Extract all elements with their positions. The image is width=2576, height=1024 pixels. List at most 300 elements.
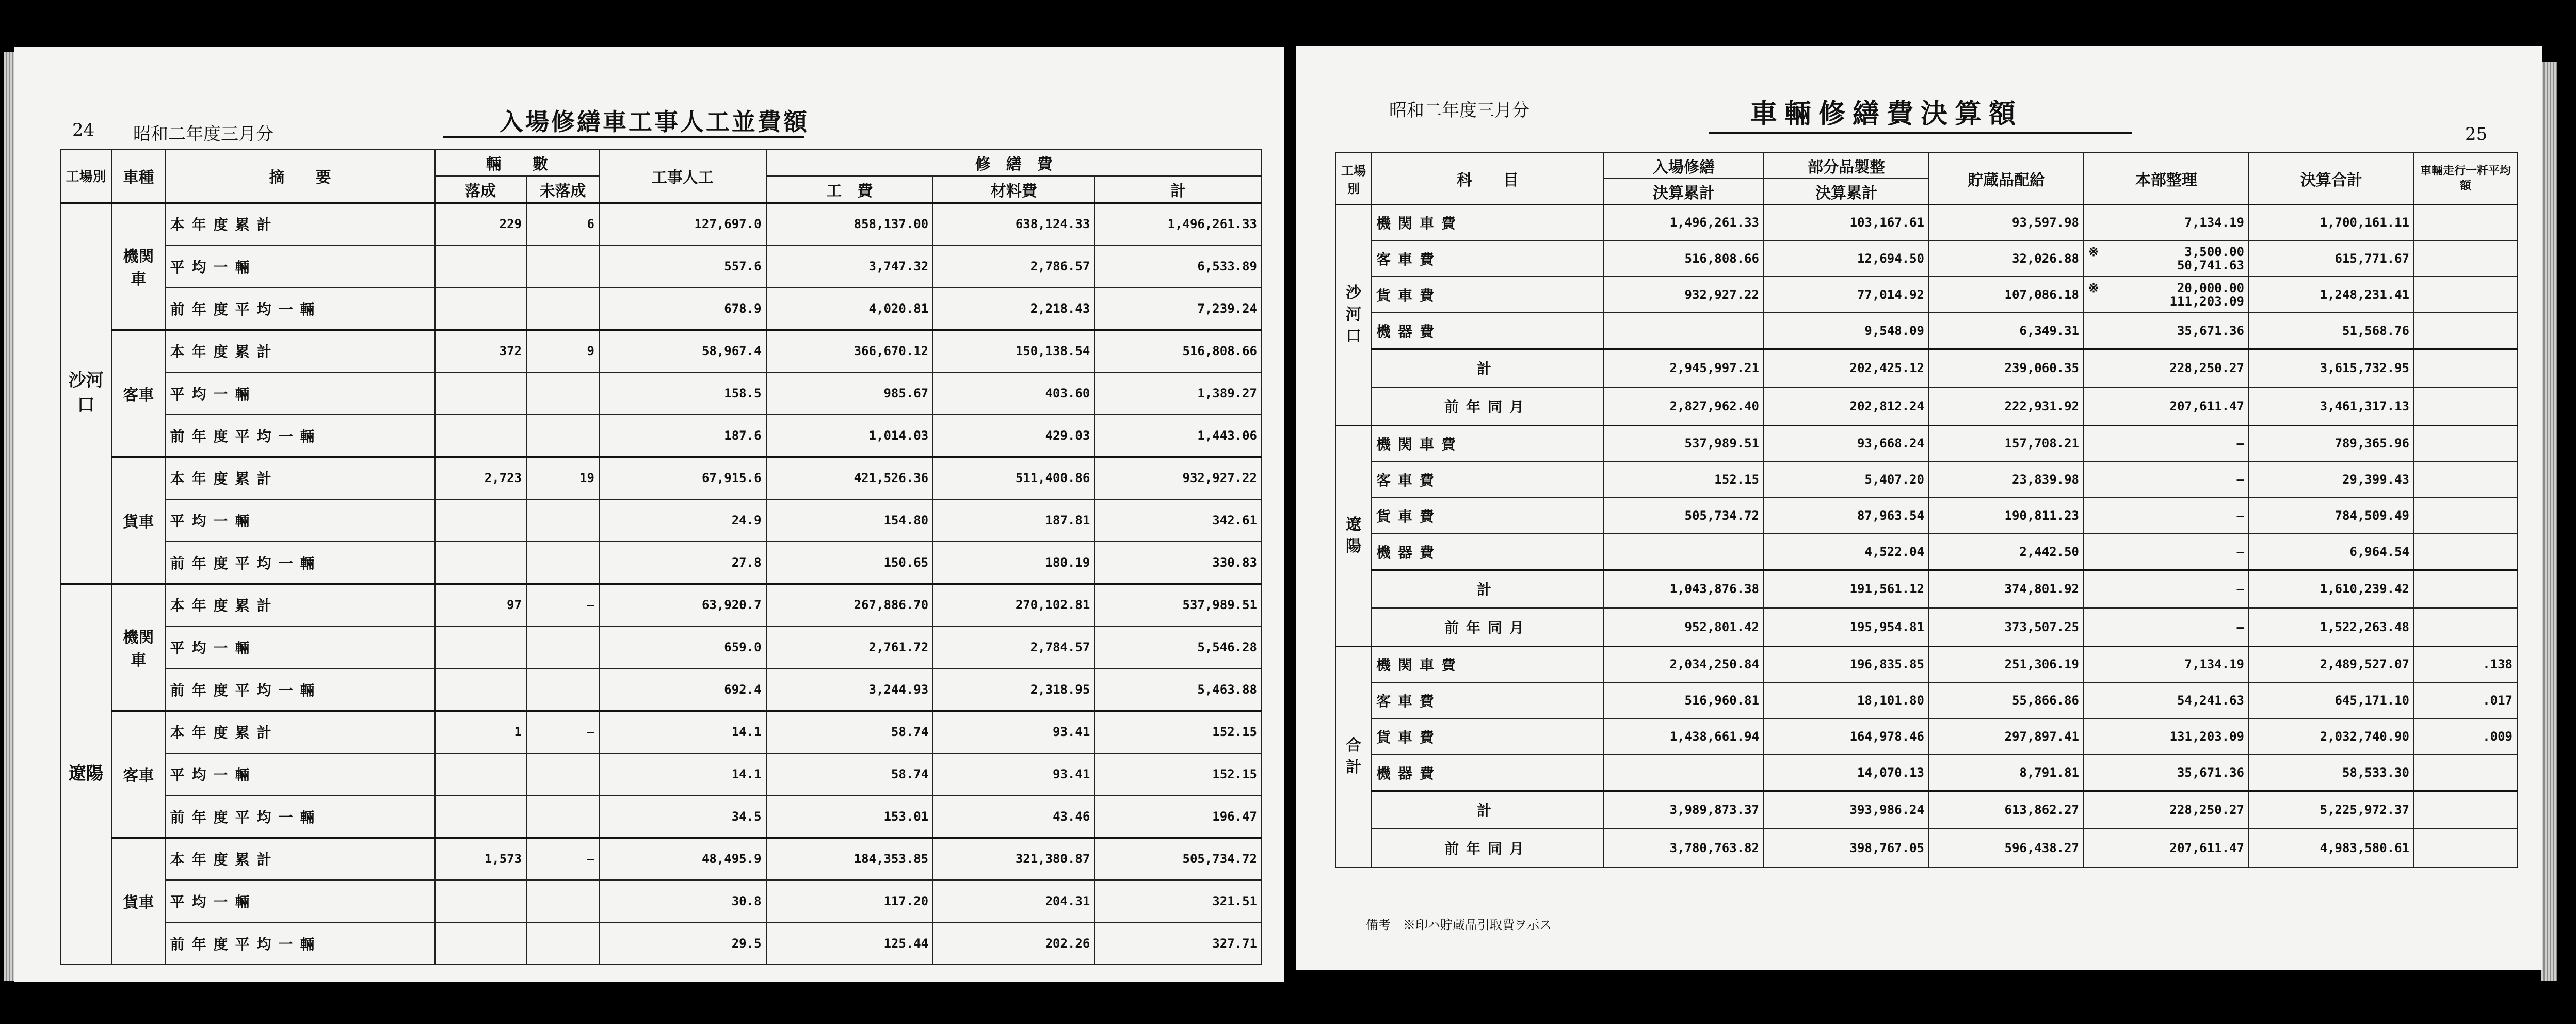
item-cell: 計 [1372, 791, 1604, 829]
settle-total-cell: 784,509.49 [2249, 498, 2414, 534]
parts-cell: 398,767.05 [1764, 829, 1929, 867]
hq-cell [2084, 829, 2249, 867]
total-cost-cell: 330.83 [1094, 541, 1262, 584]
settle-total-cell: 1,248,231.41 [2249, 277, 2414, 313]
done-count-cell [435, 880, 526, 922]
table-row [1335, 313, 2517, 349]
undone-count-cell [526, 626, 599, 668]
labor-cost-cell: 58.74 [766, 753, 933, 795]
factory-label: 沙河口 [1335, 204, 1372, 425]
right-header-hq: 本部整理 [2084, 153, 2249, 204]
right-page-number: 25 [2465, 124, 2488, 145]
settle-total-cell: 3,461,317.13 [2249, 387, 2414, 425]
left-header-labor: 工事人工 [599, 149, 766, 203]
labor-cell: 127,697.0 [599, 203, 766, 245]
settle-total-cell: 4,983,580.61 [2249, 829, 2414, 867]
item-cell: 貨車費 [1372, 277, 1604, 313]
left-title: 入場修繕車工事人工並費額 [500, 108, 809, 136]
labor-cell: 24.9 [599, 499, 766, 541]
labor-cell: 30.8 [599, 880, 766, 922]
hq-cell [2084, 498, 2249, 534]
table-row [60, 626, 1262, 668]
settle-total-cell: 3,615,732.95 [2249, 349, 2414, 387]
labor-cost-cell: 58.74 [766, 711, 933, 753]
done-count-cell [435, 245, 526, 287]
settle-total-cell: 2,489,527.07 [2249, 646, 2414, 682]
repair-cell: 2,827,962.40 [1604, 387, 1764, 425]
table-row [60, 795, 1262, 838]
table-row [60, 541, 1262, 584]
parts-cell: 164,978.46 [1764, 718, 1929, 755]
table-row [1335, 425, 2517, 461]
hq-cell [2084, 718, 2249, 755]
summary-cell: 平均一輛 [166, 245, 435, 287]
summary-cell: 本年度累計 [166, 330, 435, 372]
table-row [1335, 204, 2517, 241]
table-row [1335, 534, 2517, 570]
item-cell: 貨車費 [1372, 718, 1604, 755]
per-km-cell [2414, 241, 2517, 277]
hq-cell [2084, 755, 2249, 791]
parts-cell: 195,954.81 [1764, 608, 1929, 646]
stores-cell: 251,306.19 [1929, 646, 2084, 682]
hq-value: — [2236, 619, 2244, 634]
done-count-cell [435, 414, 526, 457]
total-cost-cell: 537,989.51 [1094, 584, 1262, 626]
summary-cell: 本年度累計 [166, 203, 435, 245]
per-km-cell [2414, 387, 2517, 425]
table-row [1335, 241, 2517, 277]
material-cost-cell: 2,784.57 [933, 626, 1094, 668]
table-row [60, 287, 1262, 330]
table-row [1335, 829, 2517, 867]
total-cost-cell: 5,463.88 [1094, 668, 1262, 711]
summary-cell: 本年度累計 [166, 457, 435, 499]
mark-symbol: ※ [2088, 244, 2099, 259]
parts-cell: 14,070.13 [1764, 755, 1929, 791]
done-count-cell: 97 [435, 584, 526, 626]
hq-cell [2084, 241, 2249, 277]
summary-cell: 前年度平均一輛 [166, 922, 435, 965]
done-count-cell [435, 287, 526, 330]
stores-cell: 190,811.23 [1929, 498, 2084, 534]
table-row [60, 499, 1262, 541]
stores-cell: 374,801.92 [1929, 570, 2084, 608]
settle-total-cell: 6,964.54 [2249, 534, 2414, 570]
material-cost-cell: 204.31 [933, 880, 1094, 922]
hq-value: 7,134.19 [2184, 657, 2244, 672]
table-row [1335, 718, 2517, 755]
left-header-summary: 摘 要 [166, 149, 435, 203]
left-header-factory: 工場別 [60, 149, 111, 203]
factory-label: 合計 [1335, 646, 1372, 867]
labor-cost-cell: 858,137.00 [766, 203, 933, 245]
material-cost-cell: 43.46 [933, 795, 1094, 838]
labor-cost-cell: 3,747.32 [766, 245, 933, 287]
total-cost-cell: 196.47 [1094, 795, 1262, 838]
table-row [1335, 570, 2517, 608]
done-count-cell [435, 372, 526, 414]
summary-cell: 本年度累計 [166, 711, 435, 753]
settle-total-cell: 2,032,740.90 [2249, 718, 2414, 755]
repair-cell: 505,734.72 [1604, 498, 1764, 534]
parts-cell: 12,694.50 [1764, 241, 1929, 277]
right-header-repair-cum: 決算累計 [1604, 179, 1764, 204]
done-count-cell [435, 626, 526, 668]
repair-cell: 2,945,997.21 [1604, 349, 1764, 387]
stores-cell: 8,791.81 [1929, 755, 2084, 791]
summary-cell: 本年度累計 [166, 838, 435, 880]
parts-cell: 77,014.92 [1764, 277, 1929, 313]
repair-cell: 152.15 [1604, 461, 1764, 498]
left-page-number: 24 [72, 120, 95, 140]
repair-cell: 1,496,261.33 [1604, 204, 1764, 241]
stores-cell: 6,349.31 [1929, 313, 2084, 349]
right-period: 昭和二年度三月分 [1389, 100, 1530, 121]
table-row [1335, 791, 2517, 829]
summary-cell: 前年度平均一輛 [166, 287, 435, 330]
right-header-parts: 部分品製整 [1764, 153, 1929, 179]
hq-value: — [2236, 472, 2244, 487]
repair-cell: 3,780,763.82 [1604, 829, 1764, 867]
labor-cost-cell: 154.80 [766, 499, 933, 541]
total-cost-cell: 327.71 [1094, 922, 1262, 965]
total-cost-cell: 6,533.89 [1094, 245, 1262, 287]
labor-cost-cell: 985.67 [766, 372, 933, 414]
settle-total-cell: 615,771.67 [2249, 241, 2414, 277]
settle-total-cell: 1,700,161.11 [2249, 204, 2414, 241]
undone-count-cell [526, 880, 599, 922]
labor-cell: 158.5 [599, 372, 766, 414]
labor-cost-cell: 153.01 [766, 795, 933, 838]
hq-value: 228,250.27 [2169, 803, 2244, 818]
table-row [60, 457, 1262, 499]
repair-cell [1604, 313, 1764, 349]
stores-cell: 107,086.18 [1929, 277, 2084, 313]
done-count-cell: 372 [435, 330, 526, 372]
left-header-material: 材料費 [933, 176, 1094, 203]
settle-total-cell: 1,610,239.42 [2249, 570, 2414, 608]
summary-cell: 前年度平均一輛 [166, 541, 435, 584]
material-cost-cell: 403.60 [933, 372, 1094, 414]
total-cost-cell: 1,443.06 [1094, 414, 1262, 457]
summary-cell: 平均一輛 [166, 372, 435, 414]
item-cell: 貨車費 [1372, 498, 1604, 534]
labor-cell: 29.5 [599, 922, 766, 965]
factory-label: 沙河口 [60, 203, 111, 584]
labor-cost-cell: 125.44 [766, 922, 933, 965]
per-km-cell [2414, 755, 2517, 791]
labor-cost-cell: 184,353.85 [766, 838, 933, 880]
right-title-rule [1709, 132, 2132, 134]
left-page [14, 47, 1284, 982]
hq-value: 35,671.36 [2177, 765, 2244, 780]
hq-value: — [2236, 582, 2244, 597]
per-km-cell: .138 [2414, 646, 2517, 682]
total-cost-cell: 152.15 [1094, 753, 1262, 795]
per-km-cell [2414, 349, 2517, 387]
labor-cell: 659.0 [599, 626, 766, 668]
car-type-label: 貨車 [111, 838, 165, 965]
table-row [60, 753, 1262, 795]
hq-cell [2084, 313, 2249, 349]
table-row [1335, 461, 2517, 498]
stores-cell: 93,597.98 [1929, 204, 2084, 241]
repair-cell: 952,801.42 [1604, 608, 1764, 646]
right-header-repair: 入場修繕 [1604, 153, 1764, 179]
right-header-settle-total: 決算合計 [2249, 153, 2414, 204]
hq-cell [2084, 534, 2249, 570]
labor-cell: 678.9 [599, 287, 766, 330]
settle-total-cell: 1,522,263.48 [2249, 608, 2414, 646]
material-cost-cell: 187.81 [933, 499, 1094, 541]
done-count-cell: 229 [435, 203, 526, 245]
table-row [60, 203, 1262, 245]
item-cell: 客車費 [1372, 682, 1604, 718]
table-row [60, 838, 1262, 880]
total-cost-cell: 516,808.66 [1094, 330, 1262, 372]
car-type-label: 客車 [111, 330, 165, 457]
car-type-label: 貨車 [111, 457, 165, 584]
summary-cell: 平均一輛 [166, 880, 435, 922]
labor-cell: 14.1 [599, 711, 766, 753]
table-row [60, 584, 1262, 626]
labor-cell: 63,920.7 [599, 584, 766, 626]
undone-count-cell [526, 372, 599, 414]
stores-cell: 222,931.92 [1929, 387, 2084, 425]
total-cost-cell: 321.51 [1094, 880, 1262, 922]
settle-total-cell: 645,171.10 [2249, 682, 2414, 718]
undone-count-cell: 6 [526, 203, 599, 245]
total-cost-cell: 342.61 [1094, 499, 1262, 541]
done-count-cell [435, 499, 526, 541]
item-cell: 前年同月 [1372, 387, 1604, 425]
per-km-cell: .009 [2414, 718, 2517, 755]
right-page [1296, 46, 2542, 970]
parts-cell: 5,407.20 [1764, 461, 1929, 498]
table-row [60, 245, 1262, 287]
stores-cell: 2,442.50 [1929, 534, 2084, 570]
material-cost-cell: 2,218.43 [933, 287, 1094, 330]
table-row [60, 330, 1262, 372]
hq-cell [2084, 646, 2249, 682]
item-cell: 前年同月 [1372, 829, 1604, 867]
parts-cell: 202,812.24 [1764, 387, 1929, 425]
labor-cost-cell: 150.65 [766, 541, 933, 584]
labor-cost-cell: 3,244.93 [766, 668, 933, 711]
undone-count-cell [526, 245, 599, 287]
summary-cell: 前年度平均一輛 [166, 668, 435, 711]
per-km-cell [2414, 791, 2517, 829]
undone-count-cell [526, 287, 599, 330]
stores-cell: 239,060.35 [1929, 349, 2084, 387]
hq-value: 20,000.00 111,203.09 [2169, 280, 2244, 309]
repair-cell: 932,927.22 [1604, 277, 1764, 313]
table-row [60, 922, 1262, 965]
right-header-per-km: 車輛走行一粁平均額 [2414, 153, 2517, 204]
right-note: 備考 ※印ハ貯蔵品引取費ヲ示ス [1366, 918, 1552, 932]
summary-cell: 前年度平均一輛 [166, 414, 435, 457]
hq-cell [2084, 461, 2249, 498]
stores-cell: 32,026.88 [1929, 241, 2084, 277]
done-count-cell: 2,723 [435, 457, 526, 499]
stores-cell: 373,507.25 [1929, 608, 2084, 646]
factory-label: 遼陽 [60, 584, 111, 965]
done-count-cell: 1,573 [435, 838, 526, 880]
repair-cell: 516,960.81 [1604, 682, 1764, 718]
labor-cost-cell: 2,761.72 [766, 626, 933, 668]
item-cell: 計 [1372, 349, 1604, 387]
left-book-edge [4, 52, 15, 981]
total-cost-cell: 1,389.27 [1094, 372, 1262, 414]
settle-total-cell: 58,533.30 [2249, 755, 2414, 791]
table-row [60, 711, 1262, 753]
hq-cell [2084, 608, 2249, 646]
hq-value: 207,611.47 [2169, 840, 2244, 855]
hq-cell [2084, 682, 2249, 718]
left-header-car-type: 車種 [111, 149, 165, 203]
table-row [60, 668, 1262, 711]
labor-cell: 14.1 [599, 753, 766, 795]
hq-cell [2084, 570, 2249, 608]
hq-value: 35,671.36 [2177, 323, 2244, 338]
settle-total-cell: 789,365.96 [2249, 425, 2414, 461]
labor-cell: 27.8 [599, 541, 766, 584]
material-cost-cell: 180.19 [933, 541, 1094, 584]
labor-cell: 34.5 [599, 795, 766, 838]
total-cost-cell: 152.15 [1094, 711, 1262, 753]
labor-cost-cell: 366,670.12 [766, 330, 933, 372]
item-cell: 機関車費 [1372, 425, 1604, 461]
settle-total-cell: 5,225,972.37 [2249, 791, 2414, 829]
material-cost-cell: 638,124.33 [933, 203, 1094, 245]
table-row [1335, 277, 2517, 313]
hq-value: — [2236, 508, 2244, 523]
settle-total-cell: 51,568.76 [2249, 313, 2414, 349]
right-title: 車輛修繕費決算額 [1750, 98, 2023, 130]
undone-count-cell [526, 499, 599, 541]
table-row [1335, 608, 2517, 646]
table-row [1335, 755, 2517, 791]
repair-cell: 3,989,873.37 [1604, 791, 1764, 829]
stores-cell: 157,708.21 [1929, 425, 2084, 461]
table-row [1335, 682, 2517, 718]
hq-value: 131,203.09 [2169, 729, 2244, 744]
parts-cell: 87,963.54 [1764, 498, 1929, 534]
total-cost-cell: 932,927.22 [1094, 457, 1262, 499]
right-header-factory: 工場別 [1335, 153, 1372, 204]
undone-count-cell: — [526, 584, 599, 626]
undone-count-cell: — [526, 838, 599, 880]
labor-cost-cell: 421,526.36 [766, 457, 933, 499]
table-row [1335, 646, 2517, 682]
undone-count-cell: — [526, 711, 599, 753]
right-book-edge [2541, 62, 2557, 981]
undone-count-cell: 9 [526, 330, 599, 372]
parts-cell: 103,167.61 [1764, 204, 1929, 241]
item-cell: 機関車費 [1372, 204, 1604, 241]
parts-cell: 9,548.09 [1764, 313, 1929, 349]
hq-value: 207,611.47 [2169, 398, 2244, 413]
stores-cell: 596,438.27 [1929, 829, 2084, 867]
per-km-cell [2414, 461, 2517, 498]
left-title-rule [443, 136, 804, 138]
material-cost-cell: 429.03 [933, 414, 1094, 457]
done-count-cell [435, 753, 526, 795]
right-table [1335, 152, 2518, 868]
stores-cell: 297,897.41 [1929, 718, 2084, 755]
material-cost-cell: 93.41 [933, 711, 1094, 753]
done-count-cell [435, 541, 526, 584]
summary-cell: 平均一輛 [166, 753, 435, 795]
labor-cost-cell: 267,886.70 [766, 584, 933, 626]
summary-cell: 平均一輛 [166, 626, 435, 668]
parts-cell: 191,561.12 [1764, 570, 1929, 608]
hq-value: — [2236, 544, 2244, 559]
car-type-label: 客車 [111, 711, 165, 838]
undone-count-cell: 19 [526, 457, 599, 499]
per-km-cell: .017 [2414, 682, 2517, 718]
repair-cell: 1,043,876.38 [1604, 570, 1764, 608]
hq-cell [2084, 277, 2249, 313]
parts-cell: 196,835.85 [1764, 646, 1929, 682]
total-cost-cell: 505,734.72 [1094, 838, 1262, 880]
table-row [60, 372, 1262, 414]
per-km-cell [2414, 570, 2517, 608]
labor-cost-cell: 117.20 [766, 880, 933, 922]
left-header-count: 輛 數 [435, 149, 599, 176]
hq-cell [2084, 791, 2249, 829]
material-cost-cell: 2,318.95 [933, 668, 1094, 711]
total-cost-cell: 1,496,261.33 [1094, 203, 1262, 245]
per-km-cell [2414, 498, 2517, 534]
factory-label: 遼陽 [1335, 425, 1372, 646]
right-header-parts-cum: 決算累計 [1764, 179, 1929, 204]
table-row [1335, 349, 2517, 387]
item-cell: 機器費 [1372, 313, 1604, 349]
summary-cell: 本年度累計 [166, 584, 435, 626]
repair-cell: 537,989.51 [1604, 425, 1764, 461]
stores-cell: 23,839.98 [1929, 461, 2084, 498]
parts-cell: 393,986.24 [1764, 791, 1929, 829]
per-km-cell [2414, 608, 2517, 646]
labor-cell: 48,495.9 [599, 838, 766, 880]
mark-symbol: ※ [2088, 280, 2099, 295]
material-cost-cell: 93.41 [933, 753, 1094, 795]
undone-count-cell [526, 541, 599, 584]
repair-cell [1604, 755, 1764, 791]
item-cell: 計 [1372, 570, 1604, 608]
item-cell: 機器費 [1372, 755, 1604, 791]
labor-cost-cell: 1,014.03 [766, 414, 933, 457]
item-cell: 前年同月 [1372, 608, 1604, 646]
hq-value: — [2236, 436, 2244, 451]
undone-count-cell [526, 414, 599, 457]
summary-cell: 平均一輛 [166, 499, 435, 541]
item-cell: 客車費 [1372, 241, 1604, 277]
left-header-cost: 修 繕 費 [766, 149, 1262, 176]
labor-cost-cell: 4,020.81 [766, 287, 933, 330]
left-header-total: 計 [1094, 176, 1262, 203]
left-header-done: 落成 [435, 176, 526, 203]
table-row [60, 880, 1262, 922]
right-header-stores: 貯蔵品配給 [1929, 153, 2084, 204]
done-count-cell [435, 668, 526, 711]
parts-cell: 93,668.24 [1764, 425, 1929, 461]
left-header-labor-cost: 工 費 [766, 176, 933, 203]
hq-value: 3,500.00 50,741.63 [2177, 244, 2244, 273]
material-cost-cell: 511,400.86 [933, 457, 1094, 499]
